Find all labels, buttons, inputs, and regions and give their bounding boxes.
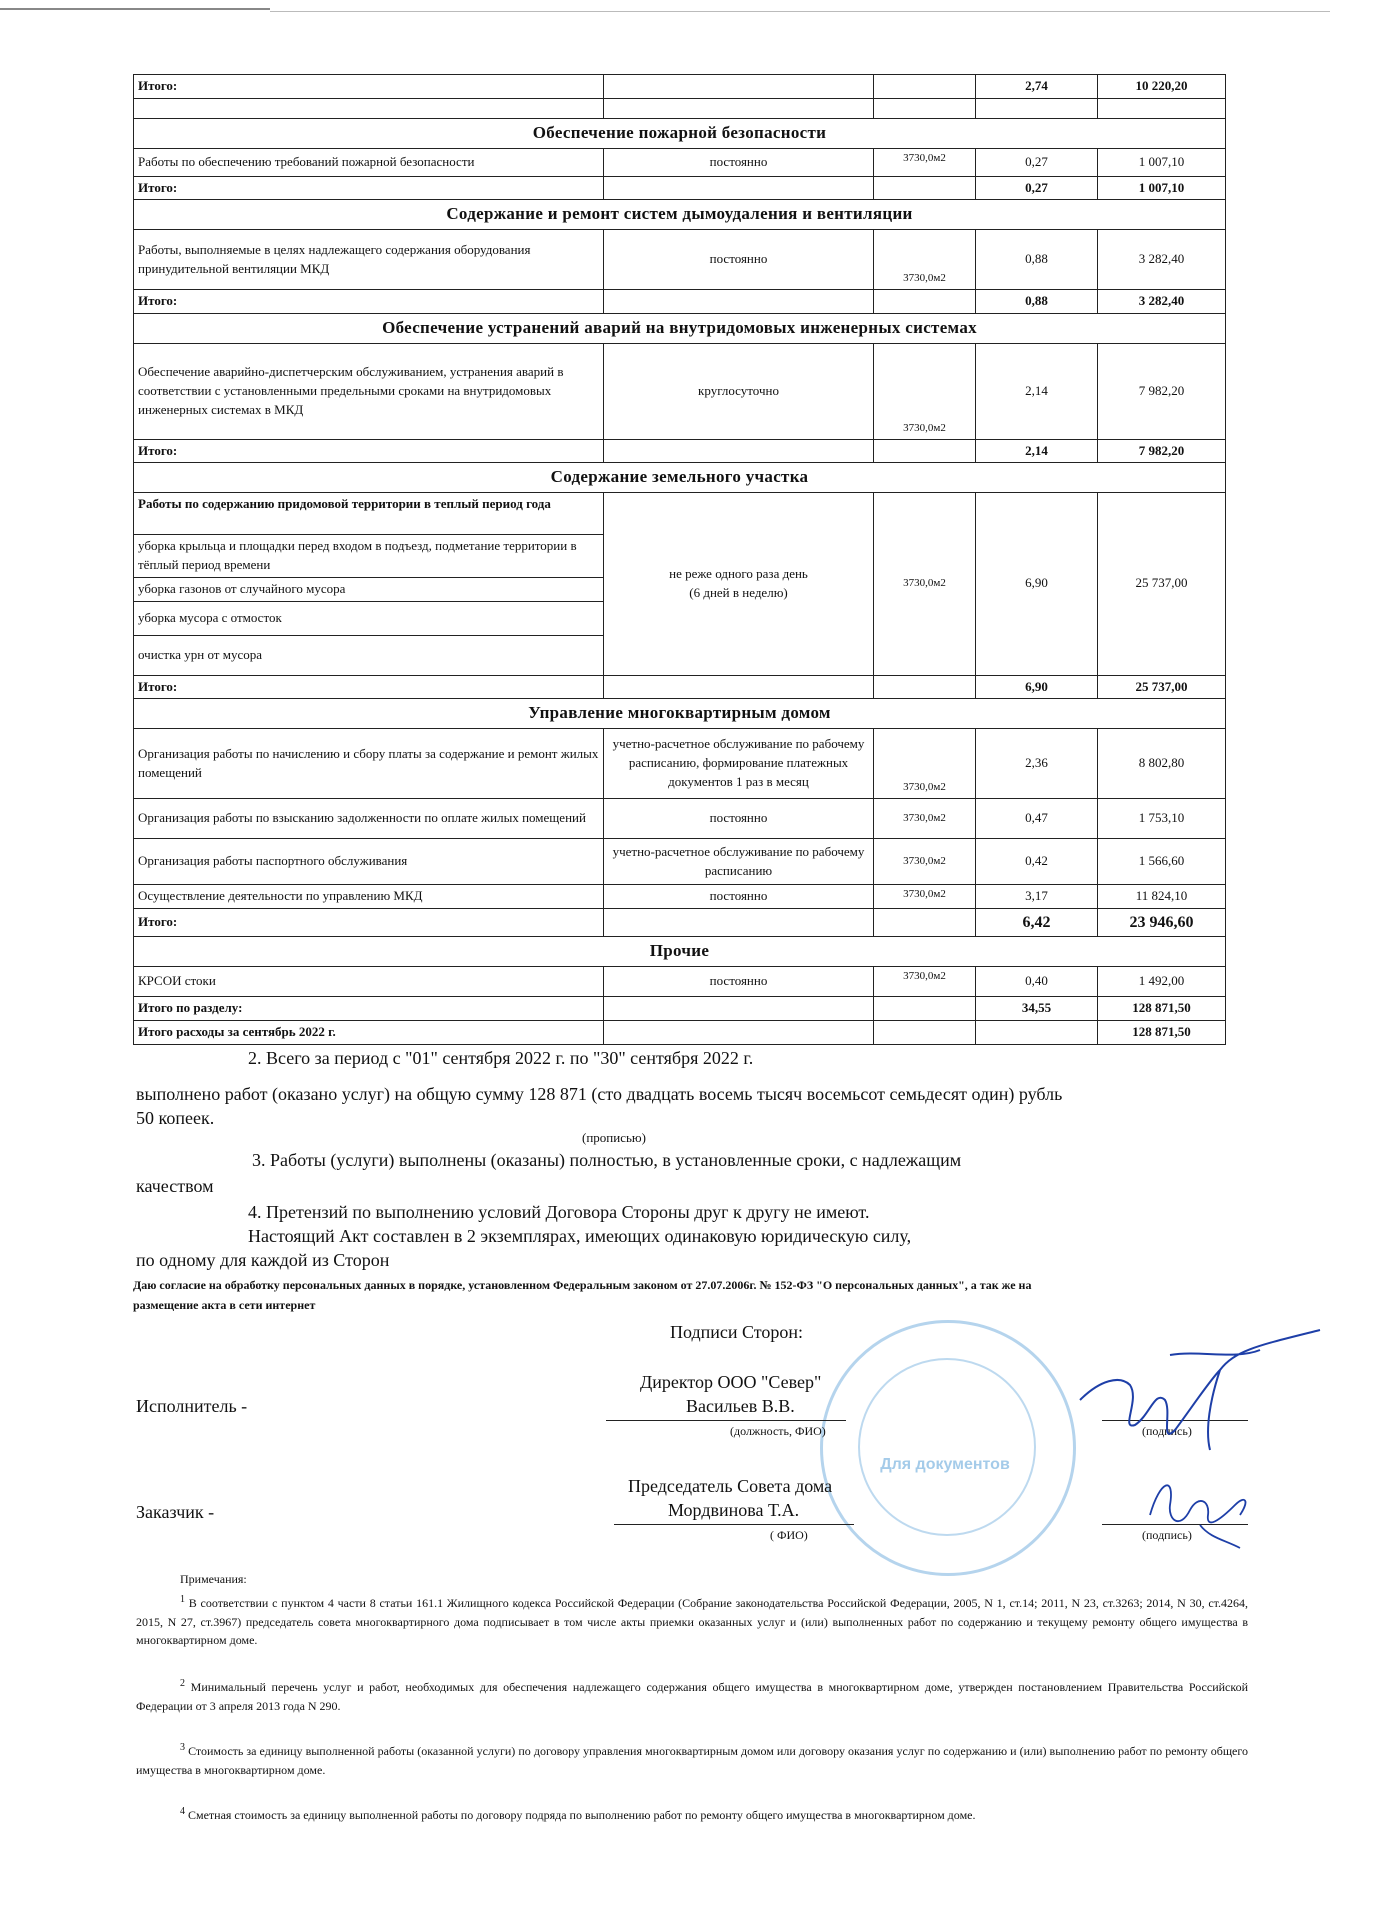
cell-area: 3730,0м2	[874, 493, 976, 676]
section-title: Обеспечение пожарной безопасности	[134, 119, 1226, 149]
cell-frequency: постоянно	[604, 799, 874, 839]
cell-label: Итого расходы за сентябрь 2022 г.	[134, 1020, 604, 1044]
executor-signature	[1060, 1320, 1330, 1460]
consent-line-1: Даю согласие на обработку персональных данных в порядке, установленном Федеральным законом от 27.07.2006г. № 152-ФЗ "О персональных данных", а так же на	[133, 1278, 1032, 1292]
cell-rate: 0,40	[976, 966, 1098, 996]
footnote-text: Стоимость за единицу выполненной работы (оказанной услуги) по договору управления многоквартирным домом или договору оказания услуг по содержанию и (или) выполнению работ по ремонту общего имущества в многоквартирном доме.	[136, 1744, 1249, 1777]
notes-title: Примечания:	[180, 1572, 247, 1586]
table-row-total	[134, 675, 1226, 699]
cell-label: Итого:	[134, 75, 604, 99]
cell-sum: 128 871,50	[1098, 996, 1226, 1020]
cell-frequency: учетно-расчетное обслуживание по рабочему расписанию	[604, 839, 874, 885]
cell-rate: 34,55	[976, 996, 1098, 1020]
customer-underline	[614, 1524, 854, 1525]
signatures-title: Подписи Сторон:	[670, 1322, 804, 1342]
table-row-total	[134, 439, 1226, 463]
cell-area: 3730,0м2	[874, 343, 976, 439]
section-title: Содержание земельного участка	[134, 463, 1226, 493]
paragraph-3-line-2: качеством	[136, 1176, 214, 1196]
table-row	[134, 343, 1226, 439]
cell-rate: 3,17	[976, 885, 1098, 909]
table-row	[134, 966, 1226, 996]
cell-label: Итого по разделу:	[134, 996, 604, 1020]
services-table	[133, 74, 1226, 1045]
table-row	[134, 493, 1226, 535]
cell-sum: 3 282,40	[1098, 290, 1226, 314]
cell-label: Итого:	[134, 176, 604, 200]
cell-sum: 1 007,10	[1098, 148, 1226, 176]
customer-label: Заказчик -	[136, 1502, 215, 1522]
cell-name: Организация работы по начислению и сбору платы за содержание и ремонт жилых помещений	[134, 729, 604, 799]
table-row	[134, 148, 1226, 176]
cell-name: Организация работы по взысканию задолженности по оплате жилых помещений	[134, 799, 604, 839]
stamp-text: Для документов	[880, 1456, 1010, 1473]
scan-edge-line	[270, 11, 1330, 12]
cell-rate: 0,88	[976, 230, 1098, 290]
executor-caption: (должность, ФИО)	[730, 1424, 826, 1438]
executor-position: Директор ООО "Север"	[640, 1372, 822, 1392]
footnote-1	[136, 1592, 1248, 1650]
cell-rate: 0,42	[976, 839, 1098, 885]
cell-rate: 0,47	[976, 799, 1098, 839]
footnote-mark: 3	[180, 1742, 185, 1753]
scan-edge-line	[0, 8, 270, 10]
table-row-total	[134, 909, 1226, 937]
cell-frequency: постоянно	[604, 885, 874, 909]
paragraph-5-line-1: Настоящий Акт составлен в 2 экземплярах, имеющих одинаковую юридическую силу,	[248, 1226, 912, 1246]
cell-rate: 2,36	[976, 729, 1098, 799]
footnote-mark: 4	[180, 1806, 185, 1817]
footnote-4	[136, 1804, 1248, 1825]
cell-sum: 1 492,00	[1098, 966, 1226, 996]
table-row	[134, 839, 1226, 885]
cell-rate: 6,42	[976, 909, 1098, 937]
cell-frequency: постоянно	[604, 966, 874, 996]
cell-label: Итого:	[134, 290, 604, 314]
cell-sum: 25 737,00	[1098, 675, 1226, 699]
cell-rate: 0,27	[976, 176, 1098, 200]
paragraph-2-line-2: выполнено работ (оказано услуг) на общую сумму 128 871 (сто двадцать восемь тысяч восемьсот семьдесят один) рубль	[136, 1084, 1063, 1104]
cell-rate: 0,88	[976, 290, 1098, 314]
paragraph-4: 4. Претензий по выполнению условий Договора Стороны друг к другу не имеют.	[248, 1202, 870, 1222]
cell-sum: 23 946,60	[1098, 909, 1226, 937]
cell-name: Работы по содержанию придомовой территории в теплый период года	[134, 493, 604, 535]
cell-sum: 10 220,20	[1098, 75, 1226, 99]
section-title: Прочие	[134, 937, 1226, 967]
footnote-text: В соответствии с пунктом 4 части 8 статьи 161.1 Жилищного кодекса Российской Федерации (Собрание законодательства Российской Федерации, 2005, N 1, ст.14; 2011, N 23, ст.3263; 2014, N 30, ст.4264, 2015, N 27, ст.3967) председатель совета многоквартирного дома подписывает в том числе акты приемки оказанных услуг и (или) выполненных работ по содержанию и текущему ремонту общего имущества в многоквартирном доме.	[136, 1596, 1249, 1648]
cell-area: 3730,0м2	[874, 148, 976, 176]
cell-name: очистка урн от мусора	[134, 635, 604, 675]
paragraph-3-line-1: 3. Работы (услуги) выполнены (оказаны) полностью, в установленные сроки, с надлежащим	[252, 1150, 962, 1170]
cell-name: уборка мусора с отмосток	[134, 601, 604, 635]
customer-name: Мордвинова Т.А.	[668, 1500, 800, 1520]
cell-area: 3730,0м2	[874, 966, 976, 996]
cell-label: Итого:	[134, 675, 604, 699]
cell-sum: 1 566,60	[1098, 839, 1226, 885]
paragraph-5-line-2: по одному для каждой из Сторон	[136, 1250, 390, 1270]
section-title: Обеспечение устранений аварий на внутридомовых инженерных системах	[134, 313, 1226, 343]
cell-name: Работы, выполняемые в целях надлежащего содержания оборудования принудительной вентиляции МКД	[134, 230, 604, 290]
table-row	[134, 729, 1226, 799]
cell-sum: 3 282,40	[1098, 230, 1226, 290]
footnote-mark: 1	[180, 1594, 185, 1605]
cell-frequency: не реже одного раза день (6 дней в неделю)	[604, 493, 874, 676]
cell-area: 3730,0м2	[874, 230, 976, 290]
paragraph-2-line-3: 50 копеек.	[136, 1108, 215, 1128]
cell-frequency: постоянно	[604, 230, 874, 290]
cell-sum: 7 982,20	[1098, 343, 1226, 439]
customer-sign-caption: (подпись)	[1142, 1528, 1192, 1542]
executor-label: Исполнитель -	[136, 1396, 248, 1416]
cell-rate: 2,14	[976, 343, 1098, 439]
organization-stamp-inner	[858, 1358, 1036, 1536]
cell-name: Обеспечение аварийно-диспетчерским обслуживанием, устранения аварий в соответствии с установленными предельными сроками на внутридомовых инженерных системах в МКД	[134, 343, 604, 439]
table-row-total	[134, 75, 1226, 99]
table-row-total	[134, 1020, 1226, 1044]
cell-label: Итого:	[134, 909, 604, 937]
cell-name: Организация работы паспортного обслуживания	[134, 839, 604, 885]
section-title: Содержание и ремонт систем дымоудаления и вентиляции	[134, 200, 1226, 230]
table-row	[134, 230, 1226, 290]
executor-underline	[606, 1420, 846, 1421]
table-row-total	[134, 996, 1226, 1020]
cell-name: уборка крыльца и площадки перед входом в подъезд, подметание территории в тёплый период времени	[134, 535, 604, 578]
cell-sum: 1 007,10	[1098, 176, 1226, 200]
section-title: Управление многоквартирным домом	[134, 699, 1226, 729]
cell-area: 3730,0м2	[874, 799, 976, 839]
table-row-total	[134, 290, 1226, 314]
table-row-empty	[134, 99, 1226, 119]
cell-name: Работы по обеспечению требований пожарной безопасности	[134, 148, 604, 176]
footnote-text: Сметная стоимость за единицу выполненной работы по договору подряда по выполнению работ по ремонту общего имущества в многоквартирном доме.	[188, 1808, 976, 1822]
cell-sum: 11 824,10	[1098, 885, 1226, 909]
cell-sum: 128 871,50	[1098, 1020, 1226, 1044]
cell-area: 3730,0м2	[874, 839, 976, 885]
cell-rate: 2,14	[976, 439, 1098, 463]
cell-area: 3730,0м2	[874, 729, 976, 799]
executor-name: Васильев В.В.	[686, 1396, 795, 1416]
cell-frequency: учетно-расчетное обслуживание по рабочему расписанию, формирование платежных документов 1 раз в месяц	[604, 729, 874, 799]
cell-rate: 0,27	[976, 148, 1098, 176]
table-row	[134, 799, 1226, 839]
executor-sign-caption: (подпись)	[1142, 1424, 1192, 1438]
cell-name: уборка газонов от случайного мусора	[134, 577, 604, 601]
cell-rate: 6,90	[976, 493, 1098, 676]
consent-line-2: размещение акта в сети интернет	[133, 1298, 316, 1312]
table-row	[134, 885, 1226, 909]
cell-frequency: круглосуточно	[604, 343, 874, 439]
footnote-3	[136, 1740, 1248, 1779]
cell-sum: 7 982,20	[1098, 439, 1226, 463]
cell-name: Осуществление деятельности по управлению МКД	[134, 885, 604, 909]
cell-sum: 1 753,10	[1098, 799, 1226, 839]
customer-position: Председатель Совета дома	[628, 1476, 833, 1496]
propisyu-caption: (прописью)	[582, 1130, 646, 1145]
cell-area: 3730,0м2	[874, 885, 976, 909]
cell-label: Итого:	[134, 439, 604, 463]
cell-rate: 6,90	[976, 675, 1098, 699]
cell-rate: 2,74	[976, 75, 1098, 99]
cell-frequency: постоянно	[604, 148, 874, 176]
cell-sum: 25 737,00	[1098, 493, 1226, 676]
footnote-2	[136, 1676, 1248, 1715]
cell-name: КРСОИ стоки	[134, 966, 604, 996]
footnote-mark: 2	[180, 1678, 185, 1689]
paragraph-2-line-1: 2. Всего за период с "01" сентября 2022 г. по "30" сентября 2022 г.	[248, 1048, 754, 1068]
table-row-total	[134, 176, 1226, 200]
footnote-text: Минимальный перечень услуг и работ, необходимых для обеспечения надлежащего содержания общего имущества в многоквартирном доме, утвержден постановлением Правительства Российской Федерации от 3 апреля 2013 года N 290.	[136, 1680, 1249, 1713]
cell-sum: 8 802,80	[1098, 729, 1226, 799]
customer-caption: ( ФИО)	[770, 1528, 808, 1542]
customer-signature	[1140, 1460, 1260, 1550]
